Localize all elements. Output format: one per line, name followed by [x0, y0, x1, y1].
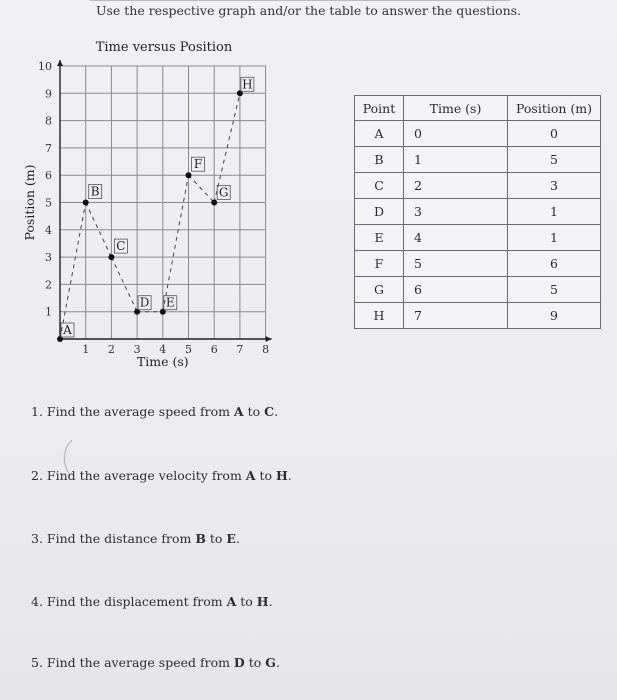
point-ref: H	[275, 468, 288, 483]
y-axis-arrow-icon	[57, 60, 63, 66]
table-header-row	[355, 96, 601, 121]
point-label: G	[218, 185, 229, 200]
table-row	[355, 251, 601, 277]
point-ref: B	[195, 531, 206, 546]
question-text: .	[268, 594, 273, 609]
point-ref: G	[265, 655, 276, 670]
instruction-text: Use the respective graph and/or the table to answer the questions.	[95, 3, 522, 18]
question-3	[31, 531, 240, 546]
question-text: .	[287, 468, 292, 483]
cell-point: B	[355, 147, 404, 173]
question-text: .	[275, 655, 280, 670]
x-tick-label: 7	[236, 343, 244, 356]
question-number: 2.	[31, 468, 43, 483]
y-axis-label: Position (m)	[22, 164, 37, 241]
x-tick-label: 1	[82, 343, 90, 356]
y-tick-label: 4	[45, 223, 52, 237]
data-segment	[189, 175, 215, 202]
cell-time: 2	[404, 173, 508, 199]
point-ref: A	[245, 468, 256, 483]
y-tick-label: 7	[45, 141, 52, 155]
table-row	[355, 303, 601, 329]
point-ref: A	[233, 404, 244, 419]
cell-time: 0	[404, 121, 508, 147]
cell-time: 7	[404, 303, 508, 329]
point-label: B	[90, 184, 100, 199]
cell-position: 1	[508, 199, 601, 225]
table-row	[355, 277, 601, 303]
x-tick-label: 6	[210, 343, 218, 356]
cell-position: 3	[508, 173, 601, 199]
x-tick-label: 5	[185, 343, 192, 356]
x-axis-arrow-icon	[266, 336, 272, 342]
point-ref: A	[226, 594, 237, 609]
data-segment	[163, 175, 189, 312]
top-rule	[90, 0, 510, 1]
header-time: Time (s)	[404, 96, 508, 121]
question-number: 1.	[31, 404, 43, 419]
y-tick-label: 10	[38, 60, 52, 73]
cell-time: 1	[404, 147, 508, 173]
point-label: C	[116, 239, 126, 254]
question-5	[31, 655, 280, 670]
data-point	[83, 200, 89, 206]
x-tick-label: 3	[133, 343, 141, 356]
question-number: 5.	[31, 655, 43, 670]
y-tick-label: 1	[45, 305, 52, 319]
header-point: Point	[355, 96, 404, 121]
y-tick-label: 2	[45, 278, 52, 292]
cell-time: 6	[404, 277, 508, 303]
table-row	[355, 199, 601, 225]
table-row	[355, 147, 601, 173]
question-number: 4.	[31, 594, 43, 609]
cell-point: E	[355, 225, 404, 251]
question-2	[31, 468, 292, 483]
cell-time: 5	[404, 251, 508, 277]
y-tick-label: 9	[45, 87, 52, 101]
cell-time: 3	[404, 199, 508, 225]
cell-point: H	[355, 303, 404, 329]
point-label: F	[193, 157, 203, 172]
cell-position: 6	[508, 251, 601, 277]
cell-position: 9	[508, 303, 601, 329]
question-number: 3.	[31, 531, 43, 546]
chart-title: Time versus Position	[95, 40, 233, 55]
time-position-chart	[0, 55, 300, 375]
x-tick-label: 2	[107, 343, 115, 356]
question-text: to	[255, 468, 276, 483]
question-text: Find the displacement from	[46, 594, 227, 609]
point-label: E	[165, 295, 175, 310]
data-segment	[60, 203, 86, 340]
cell-point: F	[355, 251, 404, 277]
question-text: Find the distance from	[46, 531, 196, 546]
point-ref: E	[226, 531, 236, 546]
question-text: Find the average velocity from	[46, 468, 246, 483]
question-text: Find the average speed from	[46, 655, 234, 670]
question-text: .	[235, 531, 240, 546]
x-axis-label: Time (s)	[136, 354, 189, 369]
point-ref: C	[264, 404, 275, 419]
cell-position: 5	[508, 277, 601, 303]
point-label: H	[242, 77, 253, 92]
cell-point: G	[355, 277, 404, 303]
question-text: to	[236, 594, 257, 609]
cell-time: 4	[404, 225, 508, 251]
point-label: A	[63, 323, 72, 337]
y-tick-label: 5	[45, 196, 52, 210]
question-text: Find the average speed from	[46, 404, 234, 419]
cell-position: 1	[508, 225, 601, 251]
x-tick-label: 8	[262, 343, 270, 356]
table-row	[355, 225, 601, 251]
y-tick-label: 8	[45, 114, 52, 128]
point-label: D	[139, 295, 150, 310]
question-text: to	[205, 531, 227, 546]
y-tick-label: 3	[45, 251, 52, 265]
cell-point: D	[355, 199, 404, 225]
point-ref: D	[233, 655, 245, 670]
data-table	[354, 95, 601, 329]
header-position: Position (m)	[508, 96, 601, 121]
x-tick-label: 4	[159, 343, 167, 356]
table-row	[355, 121, 601, 147]
cell-point: C	[355, 173, 404, 199]
question-text: to	[244, 655, 266, 670]
cell-position: 5	[508, 147, 601, 173]
question-4	[31, 594, 273, 609]
cell-point: A	[355, 121, 404, 147]
y-tick-label: 6	[45, 169, 52, 183]
question-text: .	[274, 404, 279, 419]
data-point	[108, 254, 114, 260]
data-point	[211, 200, 217, 206]
question-1	[31, 404, 278, 419]
question-text: to	[243, 404, 265, 419]
table-row	[355, 173, 601, 199]
point-ref: H	[256, 594, 269, 609]
data-point	[186, 172, 192, 178]
cell-position: 0	[508, 121, 601, 147]
